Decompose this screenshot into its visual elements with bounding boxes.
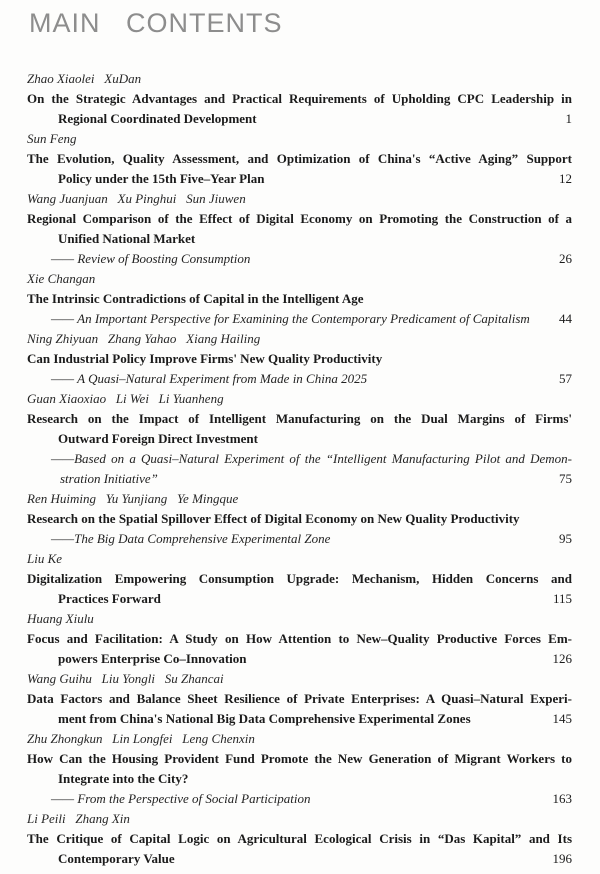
page-number: 57 xyxy=(559,371,572,386)
authors-line: Xie Changan xyxy=(27,271,96,286)
toc-list xyxy=(27,69,572,869)
title-line: Data Factors and Balance Sheet Resilience of Private Enterprises: A Quasi–Natural Experi- xyxy=(27,691,572,706)
title-line xyxy=(27,169,572,189)
title-line xyxy=(27,709,572,729)
title-text: Practices Forward xyxy=(58,591,161,606)
toc-entry xyxy=(27,189,572,269)
toc-entry xyxy=(27,329,572,389)
authors-line: Guan Xiaoxiao Li Wei Li Yuanheng xyxy=(27,391,224,406)
title-line xyxy=(27,849,572,869)
authors-line: Wang Guihu Liu Yongli Su Zhancai xyxy=(27,671,224,686)
subtitle-line xyxy=(27,249,572,269)
title-line xyxy=(27,109,572,129)
subtitle-text: stration Initiative” xyxy=(60,471,158,486)
page-number: 75 xyxy=(559,471,572,486)
subtitle-line xyxy=(27,529,572,549)
page-number: 95 xyxy=(559,531,572,546)
page-number: 1 xyxy=(565,111,572,126)
title-text: Regional Coordinated Development xyxy=(58,111,257,126)
page-number: 44 xyxy=(559,311,572,326)
title-line: The Evolution, Quality Assessment, and Optimization of China's “Active Aging” Support xyxy=(27,151,572,166)
title-text: powers Enterprise Co–Innovation xyxy=(58,651,247,666)
subtitle-text: —— A Quasi–Natural Experiment from Made in China 2025 xyxy=(51,371,368,386)
authors-line: Wang Juanjuan Xu Pinghui Sun Jiuwen xyxy=(27,191,246,206)
page-title: MAIN CONTENTS xyxy=(29,8,283,38)
authors-line: Zhu Zhongkun Lin Longfei Leng Chenxin xyxy=(27,731,255,746)
title-line: The Critique of Capital Logic on Agricultural Ecological Crisis in “Das Kapital” and Its xyxy=(27,831,572,846)
toc-entry xyxy=(27,489,572,549)
title-line: Focus and Facilitation: A Study on How Attention to New–Quality Productive Forces Em- xyxy=(27,631,572,646)
title-line: Can Industrial Policy Improve Firms' New Quality Productivity xyxy=(27,351,383,366)
toc-entry xyxy=(27,69,572,129)
page-number: 163 xyxy=(552,791,572,806)
subtitle-text: —— An Important Perspective for Examining the Contemporary Predicament of Capitalism xyxy=(51,311,530,326)
title-line: Outward Foreign Direct Investment xyxy=(58,431,258,446)
toc-entry xyxy=(27,729,572,809)
toc-entry xyxy=(27,609,572,669)
title-line xyxy=(27,589,572,609)
page-number: 12 xyxy=(559,171,572,186)
subtitle-text: —— Review of Boosting Consumption xyxy=(51,251,251,266)
title-line: How Can the Housing Provident Fund Promote the New Generation of Migrant Workers to xyxy=(27,751,572,766)
toc-entry xyxy=(27,129,572,189)
title-line: Integrate into the City? xyxy=(58,771,189,786)
subtitle-text: —— From the Perspective of Social Participation xyxy=(51,791,311,806)
subtitle-text: ——The Big Data Comprehensive Experimental Zone xyxy=(51,531,331,546)
page-number: 196 xyxy=(552,851,572,866)
authors-line: Li Peili Zhang Xin xyxy=(27,811,130,826)
title-text: Policy under the 15th Five–Year Plan xyxy=(58,171,265,186)
authors-line: Huang Xiulu xyxy=(27,611,94,626)
title-line xyxy=(27,649,572,669)
page-number: 126 xyxy=(552,651,572,666)
title-line: On the Strategic Advantages and Practical Requirements of Upholding CPC Leadership in xyxy=(27,91,572,106)
subtitle-line: ——Based on a Quasi–Natural Experiment of the “Intelligent Manufacturing Pilot and Demon- xyxy=(51,451,572,466)
title-line: Research on the Impact of Intelligent Manufacturing on the Dual Margins of Firms' xyxy=(27,411,572,426)
title-line: Research on the Spatial Spillover Effect of Digital Economy on New Quality Productivity xyxy=(27,511,520,526)
subtitle-line xyxy=(27,309,572,329)
page-number: 115 xyxy=(552,591,572,606)
title-line: Digitalization Empowering Consumption Upgrade: Mechanism, Hidden Concerns and xyxy=(27,571,572,586)
title-line: The Intrinsic Contradictions of Capital in the Intelligent Age xyxy=(27,291,364,306)
toc-entry xyxy=(27,809,572,869)
title-line: Unified National Market xyxy=(58,231,196,246)
toc-entry xyxy=(27,269,572,329)
title-text: Contemporary Value xyxy=(58,851,175,866)
authors-line: Sun Feng xyxy=(27,131,77,146)
authors-line: Liu Ke xyxy=(27,551,63,566)
subtitle-line xyxy=(27,789,572,809)
authors-line: Zhao Xiaolei XuDan xyxy=(27,71,142,86)
page-number: 26 xyxy=(559,251,572,266)
title-text: ment from China's National Big Data Comprehensive Experimental Zones xyxy=(58,711,471,726)
toc-entry xyxy=(27,549,572,609)
authors-line: Ning Zhiyuan Zhang Yahao Xiang Hailing xyxy=(27,331,261,346)
subtitle-line xyxy=(27,469,572,489)
toc-entry xyxy=(27,389,572,489)
title-line: Regional Comparison of the Effect of Digital Economy on Promoting the Construction of a xyxy=(27,211,572,226)
toc-entry xyxy=(27,669,572,729)
page-number: 145 xyxy=(552,711,572,726)
subtitle-line xyxy=(27,369,572,389)
authors-line: Ren Huiming Yu Yunjiang Ye Mingque xyxy=(27,491,239,506)
